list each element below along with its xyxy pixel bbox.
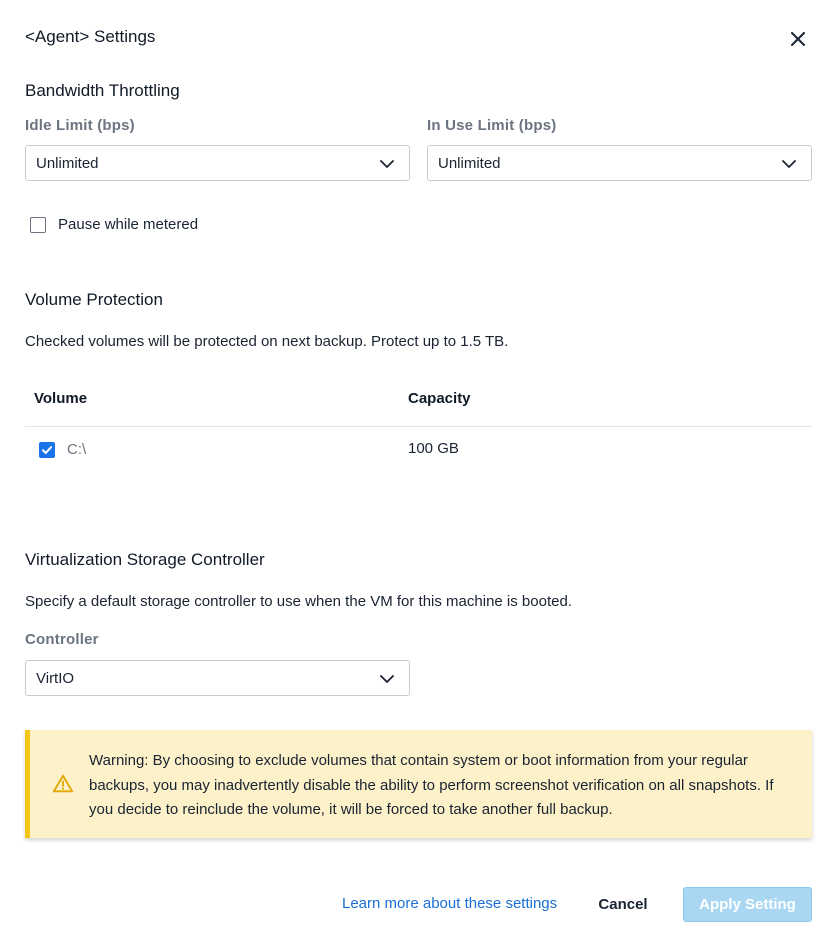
bandwidth-heading: Bandwidth Throttling [25, 81, 180, 100]
table-row [25, 428, 812, 472]
inuse-limit-select[interactable] [427, 145, 812, 181]
controller-value: VirtIO [36, 669, 75, 687]
inuse-limit-value: Unlimited [438, 154, 501, 172]
inuse-limit-label: In Use Limit (bps) [427, 117, 557, 134]
volume-heading: Volume Protection [25, 290, 163, 309]
pause-while-metered-label: Pause while metered [58, 216, 199, 233]
apply-setting-button[interactable]: Apply Setting [683, 887, 812, 922]
cancel-button[interactable]: Cancel [598, 895, 648, 913]
virtualization-description: Specify a default storage controller to use when the VM for this machine is booted. [25, 593, 572, 610]
chevron-down-icon [781, 156, 797, 172]
chevron-down-icon [379, 671, 395, 687]
pause-while-metered-row[interactable] [30, 216, 198, 233]
controller-label: Controller [25, 631, 99, 648]
close-icon [791, 32, 805, 46]
pause-while-metered-checkbox[interactable] [30, 217, 46, 233]
volume-checkbox[interactable] [39, 442, 55, 458]
warning-banner [25, 730, 812, 838]
idle-limit-select[interactable] [25, 145, 410, 181]
virtualization-heading: Virtualization Storage Controller [25, 550, 265, 569]
dialog-title: <Agent> Settings [25, 27, 156, 46]
learn-more-link[interactable]: Learn more about these settings [342, 895, 558, 912]
controller-select[interactable] [25, 660, 410, 696]
volume-table-header [25, 384, 812, 427]
volume-capacity: 100 GB [408, 440, 459, 457]
idle-limit-label: Idle Limit (bps) [25, 117, 135, 134]
column-header-volume: Volume [34, 390, 88, 407]
warning-icon [52, 773, 74, 795]
close-button[interactable] [786, 27, 810, 51]
volume-name: C:\ [67, 441, 87, 458]
check-icon [41, 444, 53, 456]
warning-text: Warning: By choosing to exclude volumes that contain system or boot information from your regular backups, you may inadvertently disable the ability to perform screenshot verification on all snapshots. If you decide to reinclude the volume, it will be forced to take another full backup. [89, 752, 774, 818]
chevron-down-icon [379, 156, 395, 172]
volume-description: Checked volumes will be protected on next backup. Protect up to 1.5 TB. [25, 333, 509, 350]
idle-limit-value: Unlimited [36, 154, 99, 172]
column-header-capacity: Capacity [408, 390, 471, 407]
